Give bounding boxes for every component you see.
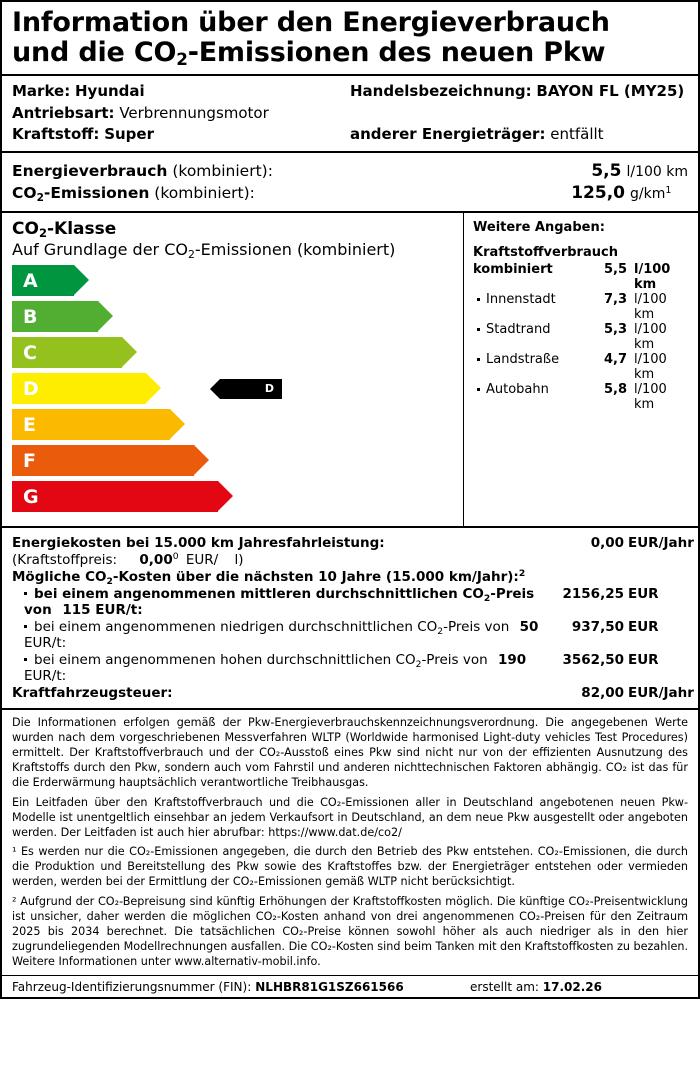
scenario-text: bei einem angenommenen niedrigen durchschnittlichen $CO_2$-Preis von 50 EUR/t:: [24, 619, 539, 652]
co2-emission-label: $CO_2$-Emissionen (kombiniert):: [12, 184, 255, 205]
marke-value: Hyundai: [74, 82, 145, 101]
class-bar-label: F: [23, 449, 36, 472]
scenario-unit: EUR: [628, 652, 659, 669]
energy-cost-line: [12, 535, 694, 552]
class-bar-label: D: [23, 377, 39, 400]
kraftstoff-value: Super: [104, 125, 154, 144]
fuel-row-value: 5,8: [603, 381, 627, 397]
fuel-row-value: 4,7: [603, 351, 627, 367]
vehicle-tax-unit: EUR/Jahr: [628, 685, 694, 702]
class-bar-F: [12, 445, 194, 476]
handelsbezeichnung-label: Handelsbezeichnung:: [350, 82, 532, 101]
energietraeger-field: [350, 124, 688, 145]
class-row-B: [12, 300, 453, 333]
fuel-row-unit: l/100 km: [634, 291, 667, 322]
fuel-row: [473, 382, 690, 412]
fuel-row: [473, 322, 690, 352]
fuel-consumption-heading: Kraftstoffverbrauch: [473, 245, 618, 261]
further-details: [464, 213, 698, 526]
footer: [2, 975, 698, 997]
note-paragraph-2: Ein Leitfaden über den Kraftstoffverbrauch und die CO₂-Emissionen aller in Deutschland angebotenen neuen Pkw-Modelle ist unentgeltlich einsehbar an jedem Verkaufsort in Deutschland, an dem neue Pkw ausgestellt oder angeboten werden. Der Leitfaden ist auch hier abrufbar: https://www.dat.de/co2/: [12, 795, 688, 839]
fuel-row-value: 7,3: [603, 291, 627, 307]
bullet-icon: [477, 382, 486, 397]
energietraeger-label: anderer Energieträger:: [350, 125, 546, 144]
energy-cost-label: Energiekosten bei 15.000 km Jahresfahrleistung:: [12, 535, 385, 552]
bullet-icon: [477, 292, 486, 307]
co2-price-scenario: [12, 652, 688, 684]
fuel-row-value: 5,3: [603, 321, 627, 337]
page-title: [2, 2, 698, 76]
class-row-C: [12, 336, 453, 369]
vehicle-tax-value: 82,00: [581, 685, 624, 702]
co2-class-section: [2, 213, 698, 528]
bullet-icon: [477, 322, 486, 337]
selected-class-marker: D: [220, 379, 282, 399]
fuel-row-value: 5,5: [603, 261, 627, 277]
note-paragraph-4: ² Aufgrund der CO₂-Bepreisung sind künftig Erhöhungen der Kraftstoffkosten möglich. Die künftige CO₂-Preisentwicklung ist unsicher, daher werden die möglichen CO₂-Kosten anhand von drei angenommenen CO₂-Preisen für den Zeitraum 2025 bis 2034 berechnet. Die tatsächlichen CO₂-Preise können sowohl höher als auch niedriger als in den hier zugrundeliegenden Modellrechnungen ausfallen. Die CO₂-Kosten sind beim Tanken mit den Kraftstoffkosten zu bezahlen. Weitere Informationen unter www.alternativ-mobil.info.: [12, 895, 688, 968]
co2-price-scenario: [12, 619, 688, 651]
class-bar-label: G: [23, 485, 39, 508]
class-row-A: [12, 264, 453, 297]
scenario-value: 3562,50: [562, 652, 624, 669]
co2-class-subheading: Auf Grundlage der $CO_2$-Emissionen (kombiniert): [12, 240, 396, 262]
co2-price-scenario: [12, 586, 688, 618]
marke-label: Marke:: [12, 82, 71, 101]
fuel-price-value: 0,00: [139, 552, 173, 569]
class-row-G: [12, 480, 453, 513]
class-bar-C: [12, 337, 122, 368]
kraftstoff-field: [12, 124, 350, 145]
class-row-E: [12, 408, 453, 441]
vehicle-row-1: [12, 81, 688, 102]
note-paragraph-1: Die Informationen erfolgen gemäß der Pkw-Energieverbrauchskennzeichnungsverordnung. Die angegebenen Werte wurden nach dem vorgeschriebenen Messverfahren WLTP (Worldwide harmonised Light-duty vehicles Test Procedures) ermittelt. Der Kraftstoffverbrauch und der CO₂-Ausstoß eines Pkw sind nicht nur von der effizienten Ausnutzung des Kraftstoffs durch den Pkw, sondern auch vom Fahrstil und anderen nichttechnischen Faktoren abhängig. CO₂ ist das für die Erderwärmung hauptsächlich verantwortliche Treibhausgas.: [12, 716, 688, 789]
class-bar-E: [12, 409, 170, 440]
vehicle-row-3: [12, 124, 688, 145]
vehicle-tax-label: Kraftfahrzeugsteuer:: [12, 685, 173, 702]
energietraeger-value: entfällt: [550, 125, 604, 144]
co2-class-heading: $CO_2$-Klasse: [12, 219, 117, 241]
co2-class-scale: [2, 213, 464, 526]
fuel-row-unit: l/100 km: [634, 261, 671, 292]
bullet-icon: [24, 586, 34, 602]
bullet-icon: [477, 352, 486, 367]
class-bar-label: A: [23, 269, 38, 292]
class-row-F: [12, 444, 453, 477]
further-heading: Weitere Angaben:: [473, 220, 605, 236]
handelsbezeichnung-value: BAYON FL (MY25): [536, 82, 685, 101]
class-bar-label: E: [23, 413, 36, 436]
title-line-2: und die $CO_2$-Emissionen des neuen Pkw: [12, 37, 606, 70]
fuel-price-value-sup: 0: [172, 551, 179, 563]
possible-co2-costs-label: Mögliche $CO_2$-Kosten über die nächsten 10 Jahre (15.000 km/Jahr):$^2$: [12, 568, 526, 588]
created-label: erstellt am: 17.02.26: [470, 979, 602, 994]
antriebsart-value: Verbrennungsmotor: [119, 103, 269, 122]
scenario-value: 937,50: [571, 619, 624, 636]
fuel-row: [473, 352, 690, 382]
antriebsart-field: [12, 103, 350, 124]
fuel-row-name: Innenstadt: [477, 292, 587, 307]
created-value: 17.02.26: [542, 979, 602, 994]
scenario-unit: EUR: [628, 586, 659, 603]
fin-label: Fahrzeug-Identifizierungsnummer (FIN):: [12, 979, 252, 994]
fuel-row: [473, 292, 690, 322]
vehicle-row-2-spacer: [350, 103, 688, 124]
vehicle-row-2: [12, 103, 688, 124]
co2-emission-unit: $g/km^1$: [630, 185, 672, 203]
vehicle-info: [2, 76, 698, 153]
marke-field: [12, 81, 350, 102]
fuel-row: [473, 262, 690, 292]
fuel-row-unit: l/100 km: [634, 381, 667, 412]
fuel-row-unit: l/100 km: [634, 351, 667, 382]
fuel-row-name: kombiniert: [473, 261, 553, 277]
scenario-value: 2156,25: [562, 586, 624, 603]
kraftstoff-label: Kraftstoff:: [12, 125, 100, 144]
class-bar-A: [12, 265, 74, 296]
handelsbezeichnung-field: [350, 81, 688, 102]
fin-value: NLHBR81G1SZ661566: [255, 979, 404, 994]
fuel-price-line: [12, 552, 688, 568]
class-bar-label: C: [23, 341, 37, 364]
scenario-text: bei einem angenommenen mittleren durchschnittlichen $CO_2$-Preis von 115 EUR/t:: [24, 586, 535, 619]
title-line-1: Information über den Energieverbrauch: [12, 7, 610, 38]
antriebsart-label: Antriebsart:: [12, 103, 115, 122]
class-bar-D: [12, 373, 146, 404]
note-paragraph-3: ¹ Es werden nur die CO₂-Emissionen angegeben, die durch den Betrieb des Pkw entstehen. CO₂-Emissionen, die durch die Produktion und Bereitstellung des Pkw sowie des Kraftstoffes bzw. der Energieträger entstehen oder vermieden werden, werden bei der Ermittlung der CO₂-Emissionen gemäß WLTP nicht berücksichtigt.: [12, 845, 688, 889]
class-bar-B: [12, 301, 98, 332]
fuel-price-text: (Kraftstoffpreis: 0,00$^0$ EUR/ l): [12, 551, 244, 569]
co2-emission-line: [12, 183, 688, 203]
class-bar-label: B: [23, 305, 38, 328]
consumption-summary: [2, 153, 698, 213]
co2-emission-value: 125,0: [571, 183, 625, 204]
costs-section: [2, 528, 698, 710]
fuel-consumption-rows: [473, 262, 690, 412]
energy-consumption-unit: l/100 km: [626, 164, 688, 181]
energy-consumption-value: 5,5: [591, 161, 622, 182]
fuel-row-name: Autobahn: [477, 382, 587, 397]
co2-price-scenarios: [12, 586, 688, 684]
energy-consumption-line: [12, 161, 688, 181]
bullet-icon: [24, 619, 34, 635]
class-bar-G: [12, 481, 218, 512]
vehicle-tax-line: [12, 685, 694, 702]
scenario-unit: EUR: [628, 619, 659, 636]
scenario-text: bei einem angenommenen hohen durchschnittlichen $CO_2$-Preis von 190 EUR/t:: [24, 652, 527, 685]
class-bars: [12, 264, 453, 513]
class-row-D: [12, 372, 453, 405]
legal-notes: [2, 710, 698, 974]
fuel-row-name: Stadtrand: [477, 322, 587, 337]
fuel-price-unit: EUR/: [185, 552, 219, 569]
energy-cost-value: 0,00: [590, 535, 624, 552]
energy-cost-unit: EUR/Jahr: [628, 535, 694, 552]
fuel-row-name: Landstraße: [477, 352, 587, 367]
fuel-price-unit2: l): [234, 552, 244, 569]
bullet-icon: [24, 652, 34, 668]
fuel-row-unit: l/100 km: [634, 321, 667, 352]
energy-consumption-label: Energieverbrauch (kombiniert):: [12, 162, 273, 181]
